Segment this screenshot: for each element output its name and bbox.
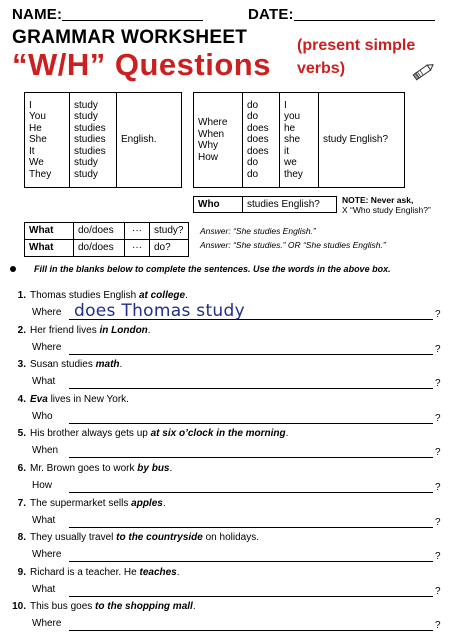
question-sentence bbox=[10, 463, 172, 474]
question-mark: ? bbox=[435, 447, 441, 459]
question-mark: ? bbox=[435, 309, 441, 320]
question-sentence bbox=[10, 290, 188, 301]
sentence-emphasis: math bbox=[95, 359, 120, 371]
answer-blank[interactable] bbox=[69, 457, 433, 458]
what-aux: do/does bbox=[74, 240, 125, 257]
who-table bbox=[193, 196, 337, 213]
question-word: What bbox=[32, 583, 56, 595]
sentence-post: . bbox=[162, 497, 166, 509]
sentence-emphasis: to the countryside bbox=[116, 532, 203, 544]
sentence-emphasis: in London bbox=[99, 324, 148, 336]
sentence-post: . bbox=[147, 324, 151, 336]
question-mark: ? bbox=[435, 343, 441, 355]
sentence-post: . bbox=[285, 428, 289, 440]
pencil-icon bbox=[412, 61, 436, 81]
worksheet-subtitle: “W/H” Questions bbox=[12, 47, 271, 82]
subjects-cell: I You He She It We They bbox=[25, 93, 70, 188]
question-sentence bbox=[10, 601, 196, 612]
name-field[interactable] bbox=[62, 20, 203, 21]
question-word: Where bbox=[32, 341, 62, 353]
question-mark: ? bbox=[435, 378, 441, 390]
sentence-emphasis: apples bbox=[131, 497, 163, 509]
who-phrase: studies English? bbox=[243, 197, 337, 213]
question-sentence bbox=[10, 567, 180, 578]
sentence-post: on holidays. bbox=[202, 532, 259, 544]
question-number: 9. bbox=[17, 566, 26, 578]
answer-blank[interactable] bbox=[69, 423, 433, 424]
sentence-pre: The supermarket sells bbox=[30, 497, 132, 509]
question-sentence bbox=[10, 359, 122, 370]
what-table bbox=[24, 222, 189, 257]
question-mark: ? bbox=[435, 412, 441, 424]
object-cell: English. bbox=[117, 93, 182, 188]
question-number: 10. bbox=[12, 601, 26, 613]
sentence-pre: Mr. Brown goes to work bbox=[30, 463, 138, 474]
what-end: do? bbox=[150, 240, 189, 257]
topic-line1: (present simple bbox=[297, 37, 416, 54]
answer-blank[interactable] bbox=[69, 596, 433, 597]
instruction: Fill in the blanks below to complete the sentences. Use the words in the above box. bbox=[34, 264, 391, 274]
subjects2-cell: I you he she it we they bbox=[280, 93, 319, 188]
what-dots: ··· bbox=[125, 240, 150, 257]
note-line2: X “Who study English?” bbox=[342, 205, 431, 215]
question-structure-table bbox=[193, 92, 405, 188]
question-number: 2. bbox=[17, 324, 26, 336]
sentence-pre: Her friend lives bbox=[30, 324, 100, 336]
sentence-post: . bbox=[119, 359, 123, 371]
sentence-pre: Richard is a teacher. He bbox=[30, 566, 140, 578]
what-aux: do/does bbox=[74, 223, 125, 240]
sentence-emphasis: teaches bbox=[139, 566, 177, 578]
topic-line2: verbs) bbox=[297, 60, 346, 77]
question-number: 6. bbox=[17, 463, 26, 474]
sentence-post: lives in New York. bbox=[47, 393, 129, 405]
question-number: 1. bbox=[17, 290, 26, 301]
question-sentence bbox=[10, 532, 259, 543]
answer-blank[interactable] bbox=[69, 630, 433, 631]
sentence-post: . bbox=[192, 601, 196, 613]
sentence-pre: They usually travel bbox=[30, 532, 117, 544]
date-field[interactable] bbox=[294, 20, 435, 21]
date-label: DATE: bbox=[248, 6, 294, 23]
question-mark: ? bbox=[435, 585, 441, 597]
question-sentence bbox=[10, 394, 129, 405]
sentence-pre: This bus goes bbox=[30, 601, 96, 613]
answer-blank[interactable] bbox=[69, 354, 433, 355]
answer-blank[interactable] bbox=[69, 527, 433, 528]
worksheet-title: GRAMMAR WORKSHEET bbox=[12, 27, 248, 48]
question-sentence bbox=[10, 498, 166, 509]
who-word: Who bbox=[194, 197, 243, 213]
question-number: 5. bbox=[17, 428, 26, 440]
question-word: Who bbox=[32, 410, 53, 422]
name-label: NAME: bbox=[12, 6, 63, 23]
question-number: 8. bbox=[17, 532, 26, 544]
what-end: study? bbox=[150, 223, 189, 240]
sentence-post: . bbox=[176, 566, 180, 578]
aux-cell: do do does does does do do bbox=[243, 93, 280, 188]
sentence-emphasis: by bus bbox=[137, 463, 170, 474]
sentence-emphasis: at six o’clock in the morning bbox=[150, 428, 286, 440]
sentence-pre: Thomas studies English bbox=[30, 290, 139, 301]
sentence-post: . bbox=[169, 463, 173, 474]
handwritten-answer: does Thomas study bbox=[74, 301, 245, 321]
question-word: Where bbox=[32, 618, 62, 630]
object2-cell: study English? bbox=[319, 93, 405, 188]
question-number: 3. bbox=[17, 359, 26, 371]
question-sentence bbox=[10, 325, 151, 336]
question-word: What bbox=[32, 376, 56, 388]
question-sentence bbox=[10, 428, 288, 439]
question-number: 4. bbox=[17, 393, 26, 405]
answer-blank[interactable] bbox=[69, 561, 433, 562]
bullet-icon bbox=[10, 266, 16, 272]
sentence-pre: Susan studies bbox=[30, 359, 96, 371]
answer-example-1: Answer: “She studies English.” bbox=[200, 226, 316, 236]
answer-example-2: Answer: “She studies.” OR “She studies English.” bbox=[200, 240, 386, 250]
question-word: What bbox=[32, 514, 56, 526]
answer-blank[interactable] bbox=[69, 388, 433, 389]
question-word: Where bbox=[32, 549, 62, 561]
question-word: When bbox=[32, 445, 59, 457]
question-word: How bbox=[32, 480, 53, 491]
note-line1: NOTE: Never ask, bbox=[342, 195, 414, 205]
what-word: What bbox=[25, 240, 74, 257]
sentence-emphasis: at college bbox=[138, 290, 186, 301]
question-mark: ? bbox=[435, 551, 441, 563]
question-mark: ? bbox=[435, 516, 441, 528]
qwords-cell: Where When Why How bbox=[194, 93, 243, 188]
sentence-emphasis: Eva bbox=[30, 393, 48, 405]
note bbox=[342, 195, 431, 215]
subject-verb-table bbox=[24, 92, 182, 188]
answer-blank[interactable] bbox=[69, 492, 433, 493]
sentence-emphasis: to the shopping mall bbox=[95, 601, 193, 613]
question-number: 7. bbox=[17, 497, 26, 509]
what-word: What bbox=[25, 223, 74, 240]
question-mark: ? bbox=[435, 482, 441, 493]
sentence-post: . bbox=[185, 290, 188, 301]
verbs-cell: study study studies studies studies study study bbox=[70, 93, 117, 188]
question-word: Where bbox=[32, 307, 62, 318]
question-mark: ? bbox=[435, 620, 441, 632]
sentence-pre: His brother always gets up bbox=[30, 428, 151, 440]
what-dots: ··· bbox=[125, 223, 150, 240]
